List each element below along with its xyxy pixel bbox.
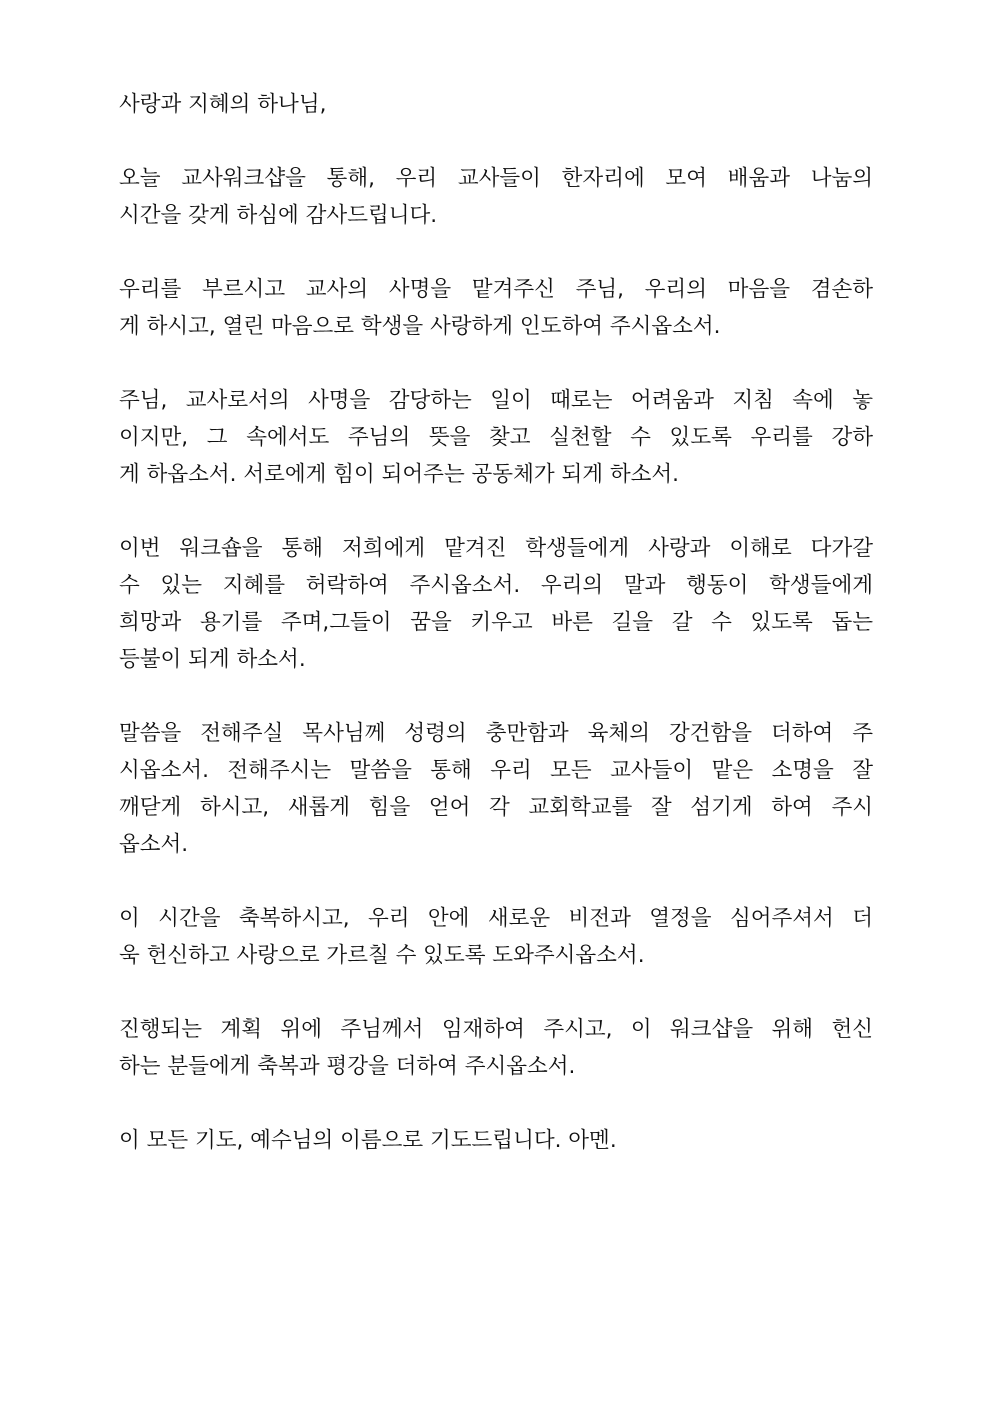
text-line: 이번 워크숍을 통해 저희에게 맡겨진 학생들에게 사랑과 이해로 다가갈 [119, 536, 873, 561]
paragraph-blessing [119, 900, 873, 974]
prayer-text [119, 86, 873, 1196]
paragraph-thanks [119, 160, 873, 234]
paragraph-calling [119, 271, 873, 345]
text-line: 시옵소서. 전해주시는 말씀을 통해 우리 모든 교사들이 맡은 소명을 잘 [119, 758, 873, 783]
text-line: 시간을 갖게 하심에 감사드립니다. [119, 203, 438, 228]
paragraph-pastor [119, 715, 873, 863]
paragraph-closing [119, 1122, 873, 1159]
text-line: 말씀을 전해주실 목사님께 성령의 충만함과 육체의 강건함을 더하여 주 [119, 721, 873, 746]
text-line: 옵소서. [119, 832, 189, 857]
text-line: 이 모든 기도, 예수님의 이름으로 기도드립니다. 아멘. [119, 1128, 617, 1153]
text-line: 진행되는 계획 위에 주님께서 임재하여 주시고, 이 워크샵을 위해 헌신 [119, 1017, 873, 1042]
text-line: 주님, 교사로서의 사명을 감당하는 일이 때로는 어려움과 지침 속에 놓 [119, 388, 873, 413]
paragraph-greeting [119, 86, 873, 123]
text-line: 이 시간을 축복하시고, 우리 안에 새로운 비전과 열정을 심어주셔서 더 [119, 906, 873, 931]
text-line: 깨닫게 하시고, 새롭게 힘을 얻어 각 교회학교를 잘 섬기게 하여 주시 [119, 795, 873, 820]
text-line: 오늘 교사워크샵을 통해, 우리 교사들이 한자리에 모여 배움과 나눔의 [119, 166, 873, 191]
text-line: 등불이 되게 하소서. [119, 647, 306, 672]
text-line: 사랑과 지혜의 하나님, [119, 92, 327, 117]
text-line: 우리를 부르시고 교사의 사명을 맡겨주신 주님, 우리의 마음을 겸손하 [119, 277, 873, 302]
text-line: 이지만, 그 속에서도 주님의 뜻을 찾고 실천할 수 있도록 우리를 강하 [119, 425, 873, 450]
text-line: 수 있는 지혜를 허락하여 주시옵소서. 우리의 말과 행동이 학생들에게 [119, 573, 873, 598]
text-line: 하는 분들에게 축복과 평강을 더하여 주시옵소서. [119, 1054, 576, 1079]
text-line: 욱 헌신하고 사랑으로 가르칠 수 있도록 도와주시옵소서. [119, 943, 645, 968]
text-line: 게 하시고, 열린 마음으로 학생을 사랑하게 인도하여 주시옵소서. [119, 314, 721, 339]
paragraph-strength [119, 382, 873, 493]
text-line: 희망과 용기를 주며,그들이 꿈을 키우고 바른 길을 갈 수 있도록 돕는 [119, 610, 873, 635]
text-line: 게 하옵소서. 서로에게 힘이 되어주는 공동체가 되게 하소서. [119, 462, 679, 487]
paragraph-wisdom [119, 530, 873, 678]
paragraph-presence [119, 1011, 873, 1085]
